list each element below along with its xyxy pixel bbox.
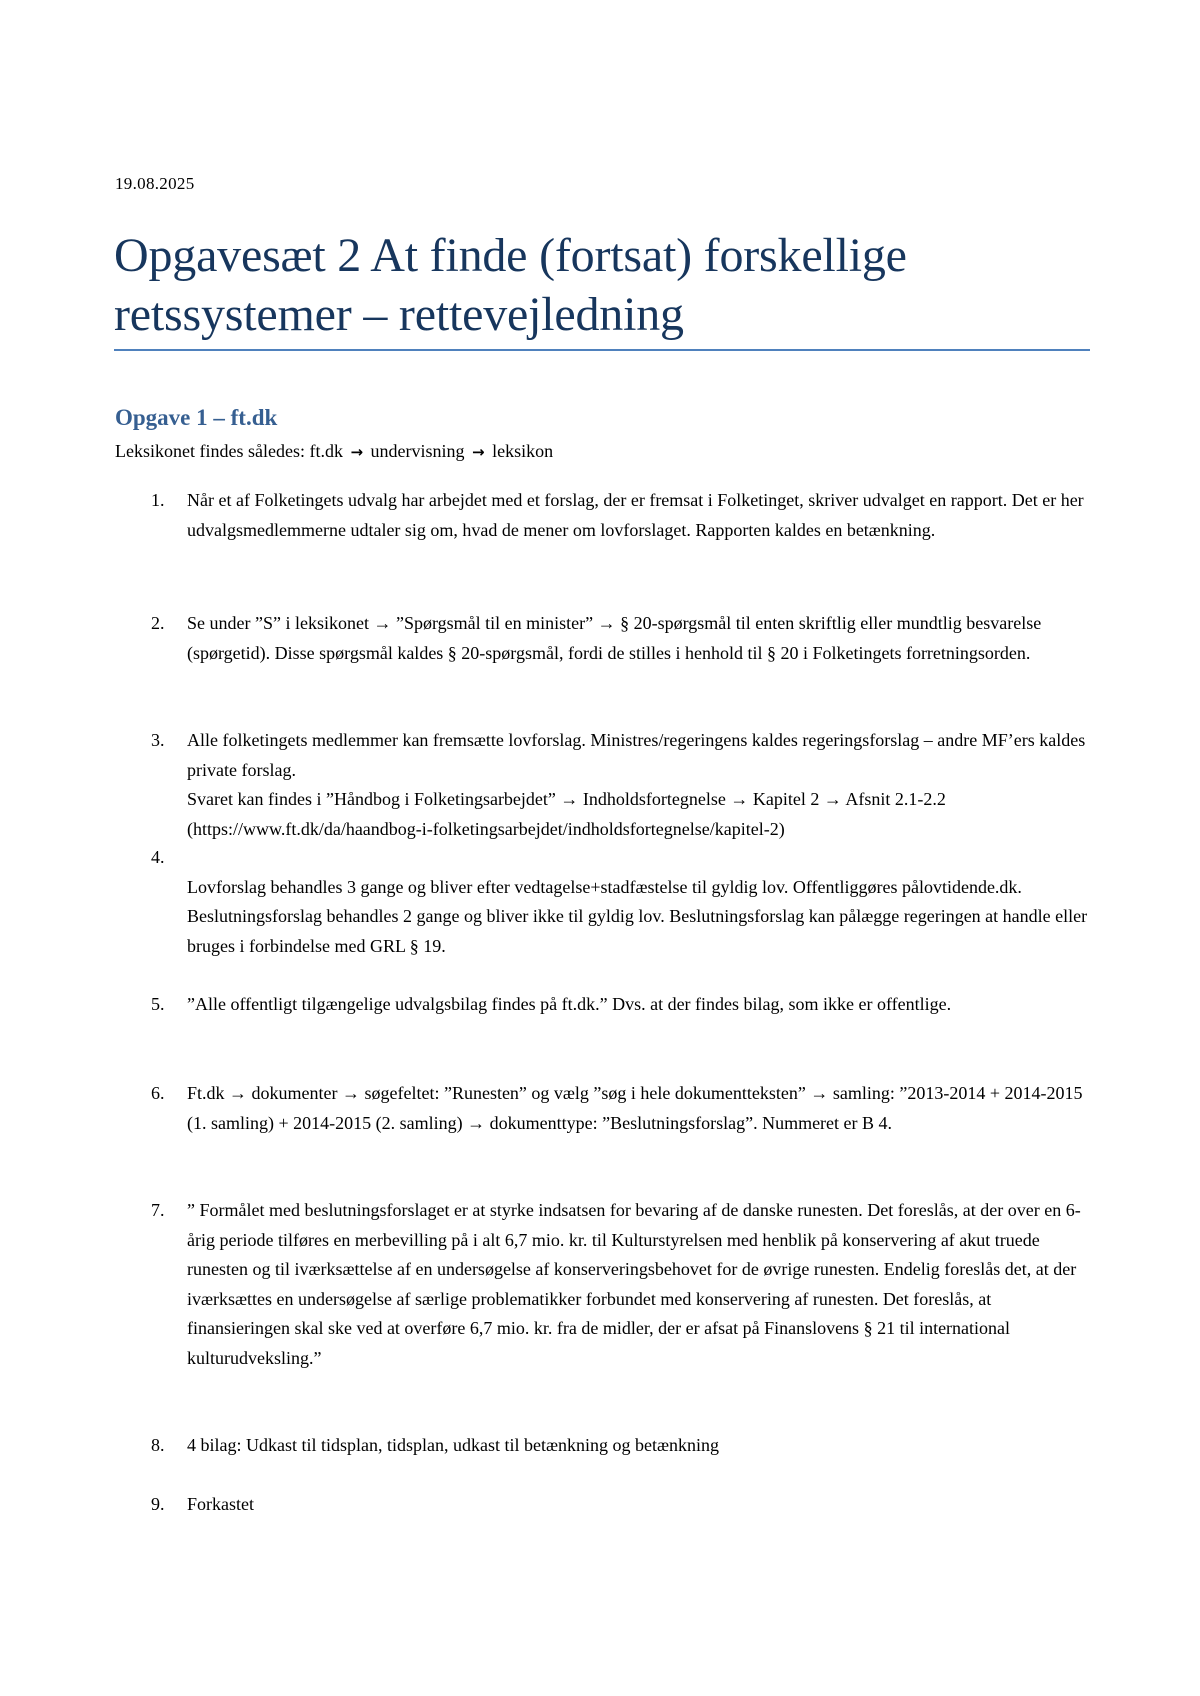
list-item-text [187,990,1093,1020]
title-underline [114,349,1090,351]
list-item-text [187,609,1093,668]
list-item-paragraph: 4 bilag: Udkast til tidsplan, tidsplan, udkast til betænkning og betænkning [187,1435,719,1455]
list-item-paragraph: ” Formålet med beslutningsforslaget er at styrke indsatsen for bevaring af de danske runesten. Det foreslås, at der over en 6-årig periode tilføres en merbevilling på i alt 6,7 mio. kr. til Kulturstyrelsen med henblik på konservering af akut truede runesten og til iværksættelse af en undersøgelse af konserveringsbehovet for de øvrige runesten. Endelig foreslås det, at der iværksættes en undersøgelse af særlige problematikker forbundet med konservering af runesten. Det foreslås, at finansieringen skal ske ved at overføre 6,7 mio. kr. fra de midler, der er afsat på Finanslovens § 21 til international kulturudveksling.” [187,1200,1081,1368]
list-item-text [187,1431,1093,1461]
list-item-text [187,1196,1093,1373]
list-item-number: 9. [151,1494,165,1514]
list-item-paragraph [187,843,1093,873]
list-item-number: 2. [151,613,165,633]
list-item-number: 4. [151,847,165,867]
list-item-paragraph: Alle folketingets medlemmer kan fremsætte lovforslag. Ministres/regeringens kaldes regeringsforslag – andre MF’ers kaldes private forslag. [187,730,1086,780]
arrow-right-icon: → [472,443,485,461]
document-date: 19.08.2025 [115,174,195,193]
list-item-paragraph: Lovforslag behandles 3 gange og bliver efter vedtagelse+stadfæstelse til gyldig lov. Offentliggøres pålovtidende.dk. Beslutningsforslag behandles 2 gange og bliver ikke til gyldig lov. Beslutningsforslag kan pålægge regeringen at handle eller bruges i forbindelse med GRL § 19. [187,876,1088,956]
list-item-number: 8. [151,1435,165,1455]
list-item-text [187,486,1093,545]
list-item-paragraph: Ft.dk → dokumenter → søgefeltet: ”Runesten” og vælg ”søg i hele dokumentteksten” → samling: ”2013-2014 + 2014-2015 (1. samling) + 2014-2015 (2. samling) → dokumenttype: ”Beslutningsforslag”. Nummeret er B 4. [187,1083,1083,1133]
list-item-paragraph: Forkastet [187,1494,254,1514]
list-item-text [187,1079,1093,1138]
intro-prefix: Leksikonet findes således: ft.dk [115,441,343,461]
list-item-number: 6. [151,1083,165,1103]
intro-middle: undervisning [370,441,465,461]
list-item-text [187,843,1093,961]
list-item-paragraph: Når et af Folketingets udvalg har arbejdet med et forslag, der er fremsat i Folketinget, skriver udvalget en rapport. Det er her udvalgsmedlemmerne udtaler sig om, hvad de mener om lovforslaget. Rapporten kaldes en betænkning. [187,490,1084,540]
list-item-paragraph: Svaret kan findes i ”Håndbog i Folketingsarbejdet” → Indholdsfortegnelse → Kapitel 2 → Afsnit 2.1-2.2 (https://www.ft.dk/da/haandbog-i-folketingsarbejdet/indholdsfortegnelse/kapitel-2) [187,789,946,839]
section-heading: Opgave 1 – ft.dk [115,405,278,430]
list-item-text [187,726,1093,844]
arrow-right-icon: → [350,443,364,461]
list-item-paragraph: ”Alle offentligt tilgængelige udvalgsbilag findes på ft.dk.” Dvs. at der findes bilag, som ikke er offentlige. [187,994,952,1014]
document-title: Opgavesæt 2 At finde (fortsat) forskellige retssystemer – rettevejledning [114,229,907,341]
list-item-text [187,1490,1093,1520]
list-item-number: 3. [151,730,165,750]
list-item-paragraph: Se under ”S” i leksikonet → ”Spørgsmål til en minister” → § 20-spørgsmål til enten skriftlig eller mundtlig besvarelse (spørgetid). Disse spørgsmål kaldes § 20-spørgsmål, fordi de stilles i henhold til § 20 i Folketingets forretningsorden. [187,613,1042,663]
list-item-number: 5. [151,994,165,1014]
intro-suffix: leksikon [492,441,554,461]
list-item-number: 1. [151,490,165,510]
list-item-number: 7. [151,1200,165,1220]
intro-line [115,441,553,462]
